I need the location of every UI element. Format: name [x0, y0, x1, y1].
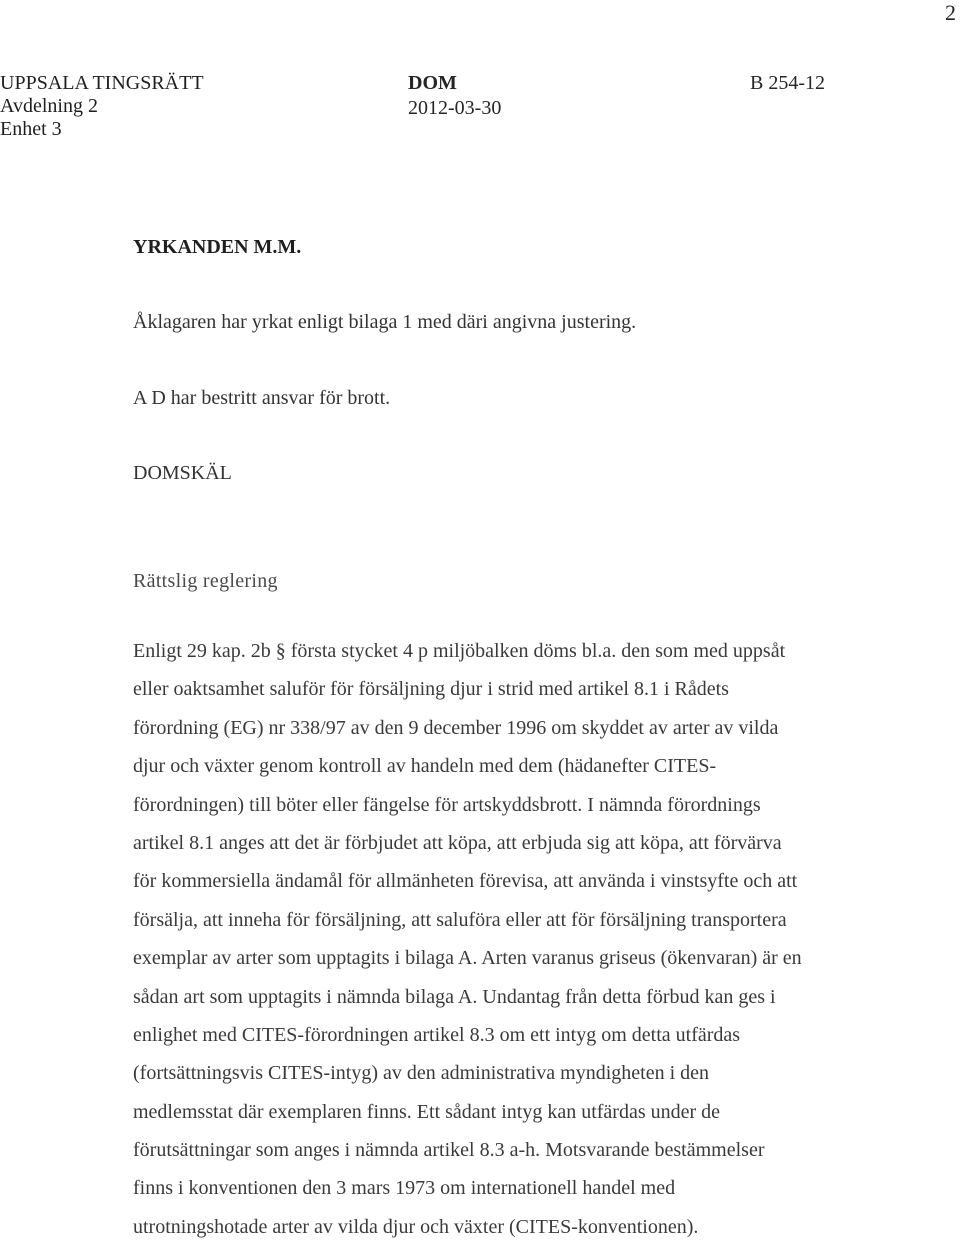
body-line: förordning (EG) nr 338/97 av den 9 december 1996 om skyddet av arter av vilda [133, 716, 779, 739]
yrkanden-heading: YRKANDEN M.M. [133, 236, 302, 258]
court-division: Avdelning 2 [0, 95, 98, 117]
body-line: sådan art som upptagits i nämnda bilaga A. Undantag från detta förbud kan ges i [133, 985, 776, 1008]
rattslig-reglering-heading: Rättslig reglering [133, 570, 278, 592]
body-line: djur och växter genom kontroll av handeln med dem (hädanefter CITES- [133, 755, 717, 778]
domskal-heading: DOMSKÄL [133, 462, 232, 484]
body-line: försälja, att inneha för försäljning, att saluföra eller att för försäljning transportera [133, 908, 787, 931]
page-number: 2 [945, 0, 956, 25]
body-line: förordningen) till böter eller fängelse för artskyddsbrott. I nämnda förordnings [133, 793, 761, 816]
body-line: (fortsättningsvis CITES-intyg) av den administrativa myndigheten i den [133, 1062, 710, 1085]
court-unit: Enhet 3 [0, 118, 62, 140]
case-number: B 254-12 [750, 72, 825, 94]
body-line: förutsättningar som anges i nämnda artikel 8.3 a-h. Motsvarande bestämmelser [133, 1139, 765, 1162]
body-line: för kommersiella ändamål för allmänheten förevisa, att använda i vinstsyfte och att [133, 870, 798, 893]
body-line: finns i konventionen den 3 mars 1973 om internationell handel med [133, 1177, 676, 1200]
body-line: eller oaktsamhet saluför för försäljning djur i strid med artikel 8.1 i Rådets [133, 678, 729, 701]
body-line: medlemsstat där exemplaren finns. Ett sådant intyg kan utfärdas under de [133, 1100, 721, 1123]
document-date: 2012-03-30 [408, 97, 502, 119]
yrkanden-paragraph-2: A D har bestritt ansvar för brott. [133, 387, 391, 409]
court-name: UPPSALA TINGSRÄTT [0, 72, 204, 94]
court-name-block [0, 72, 204, 141]
body-line: utrotningshotade arter av vilda djur och växter (CITES-konventionen). [133, 1215, 699, 1238]
body-line: artikel 8.1 anges att det är förbjudet att köpa, att erbjuda sig att köpa, att förvärva [133, 831, 782, 854]
body-line: exemplar av arter som upptagits i bilaga A. Arten varanus griseus (ökenvaran) är en [133, 947, 802, 970]
body-line: enlighet med CITES-förordningen artikel 8.3 om ett intyg om detta utfärdas [133, 1023, 741, 1046]
body-line: Enligt 29 kap. 2b § första stycket 4 p miljöbalken döms bl.a. den som med uppsåt [133, 640, 786, 662]
legal-body-paragraph [133, 638, 923, 1252]
document-type: DOM [408, 72, 457, 94]
yrkanden-paragraph-1: Åklagaren har yrkat enligt bilaga 1 med däri angivna justering. [133, 311, 637, 333]
